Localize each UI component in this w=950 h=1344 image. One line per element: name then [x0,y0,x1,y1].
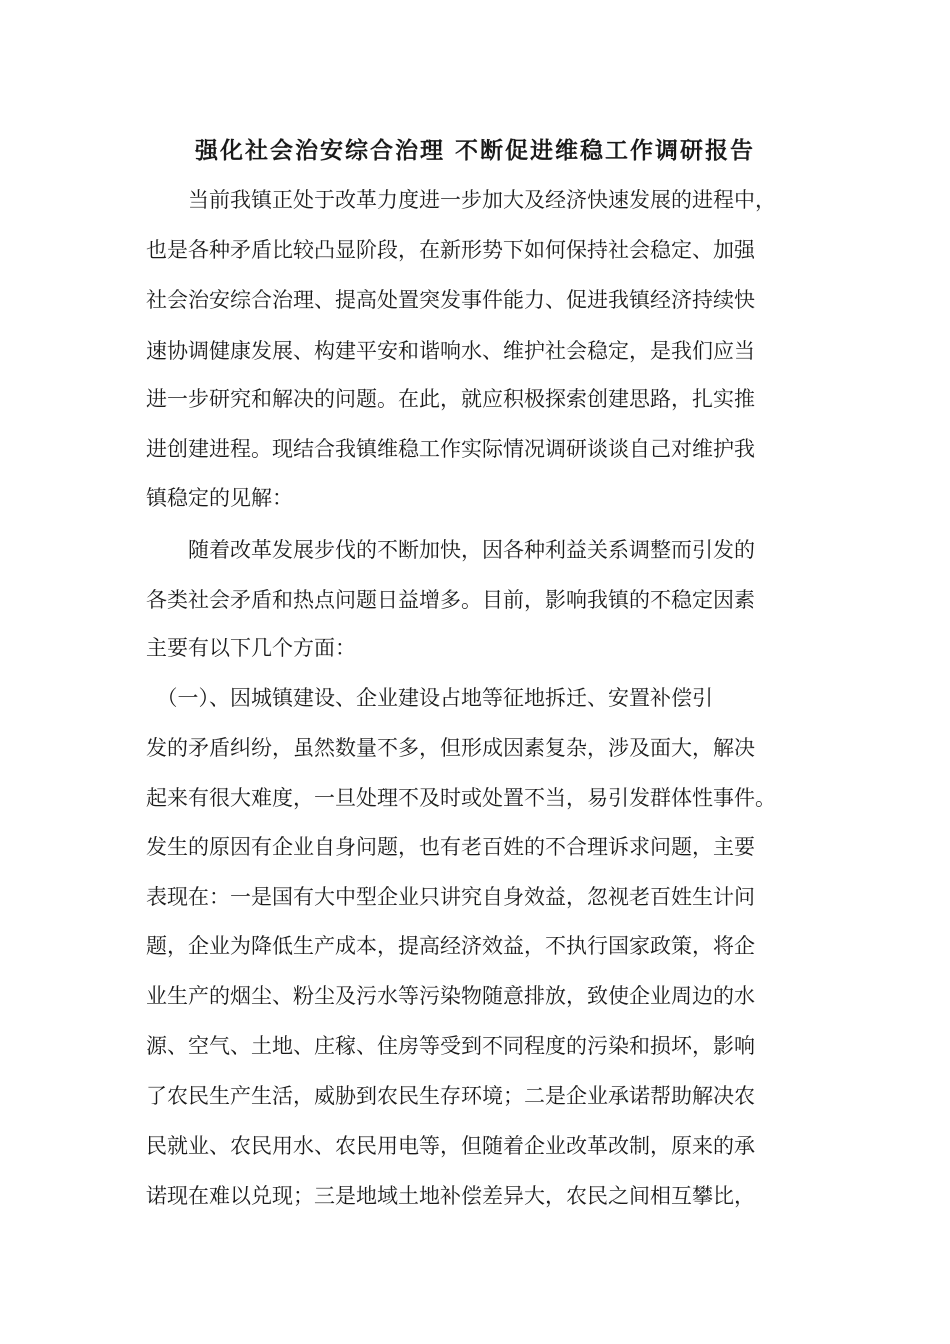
text-line: 民就业、农民用水、农民用电等，但随着企业改革改制，原来的承 [146,1134,755,1158]
document-title: 强化社会治安综合治理 不断促进维稳工作调研报告 [194,137,755,164]
text-line: 了农民生产生活，威胁到农民生存环境；二是企业承诺帮助解决农 [146,1084,755,1108]
text-line: 业生产的烟尘、粉尘及污水等污染物随意排放，致使企业周边的水 [146,984,755,1008]
text-line: 社会治安综合治理、提高处置突发事件能力、促进我镇经济持续快 [146,288,755,312]
text-line: 也是各种矛盾比较凸显阶段，在新形势下如何保持社会稳定、加强 [146,238,755,262]
text-line: 发生的原因有企业自身问题，也有老百姓的不合理诉求问题，主要 [146,835,755,859]
text-line: 随着改革发展步伐的不断加快，因各种利益关系调整而引发的 [146,538,755,562]
text-line: （一）、因城镇建设、企业建设占地等征地拆迁、安置补偿引 [146,686,713,710]
text-line: 主要有以下几个方面： [146,636,356,660]
text-line: 起来有很大难度，一旦处理不及时或处置不当，易引发群体性事件。 [146,786,776,810]
text-line: 诺现在难以兑现；三是地域土地补偿差异大，农民之间相互攀比， [146,1184,755,1208]
text-line: 进创建进程。现结合我镇维稳工作实际情况调研谈谈自己对维护我 [146,437,755,461]
text-line: 表现在：一是国有大中型企业只讲究自身效益，忽视老百姓生计问 [146,885,755,909]
text-line: 当前我镇正处于改革力度进一步加大及经济快速发展的进程中， [146,188,776,212]
text-line: 发的矛盾纠纷，虽然数量不多，但形成因素复杂，涉及面大，解决 [146,736,755,760]
text-line: 速协调健康发展、构建平安和谐响水、维护社会稳定，是我们应当 [146,339,755,363]
text-line: 题，企业为降低生产成本，提高经济效益，不执行国家政策，将企 [146,934,755,958]
text-line: 各类社会矛盾和热点问题日益增多。目前，影响我镇的不稳定因素 [146,588,755,612]
text-line: 镇稳定的见解： [146,486,293,510]
text-line: 源、空气、土地、庄稼、住房等受到不同程度的污染和损坏，影响 [146,1034,755,1058]
text-line: 进一步研究和解决的问题。在此，就应积极探索创建思路，扎实推 [146,387,755,411]
